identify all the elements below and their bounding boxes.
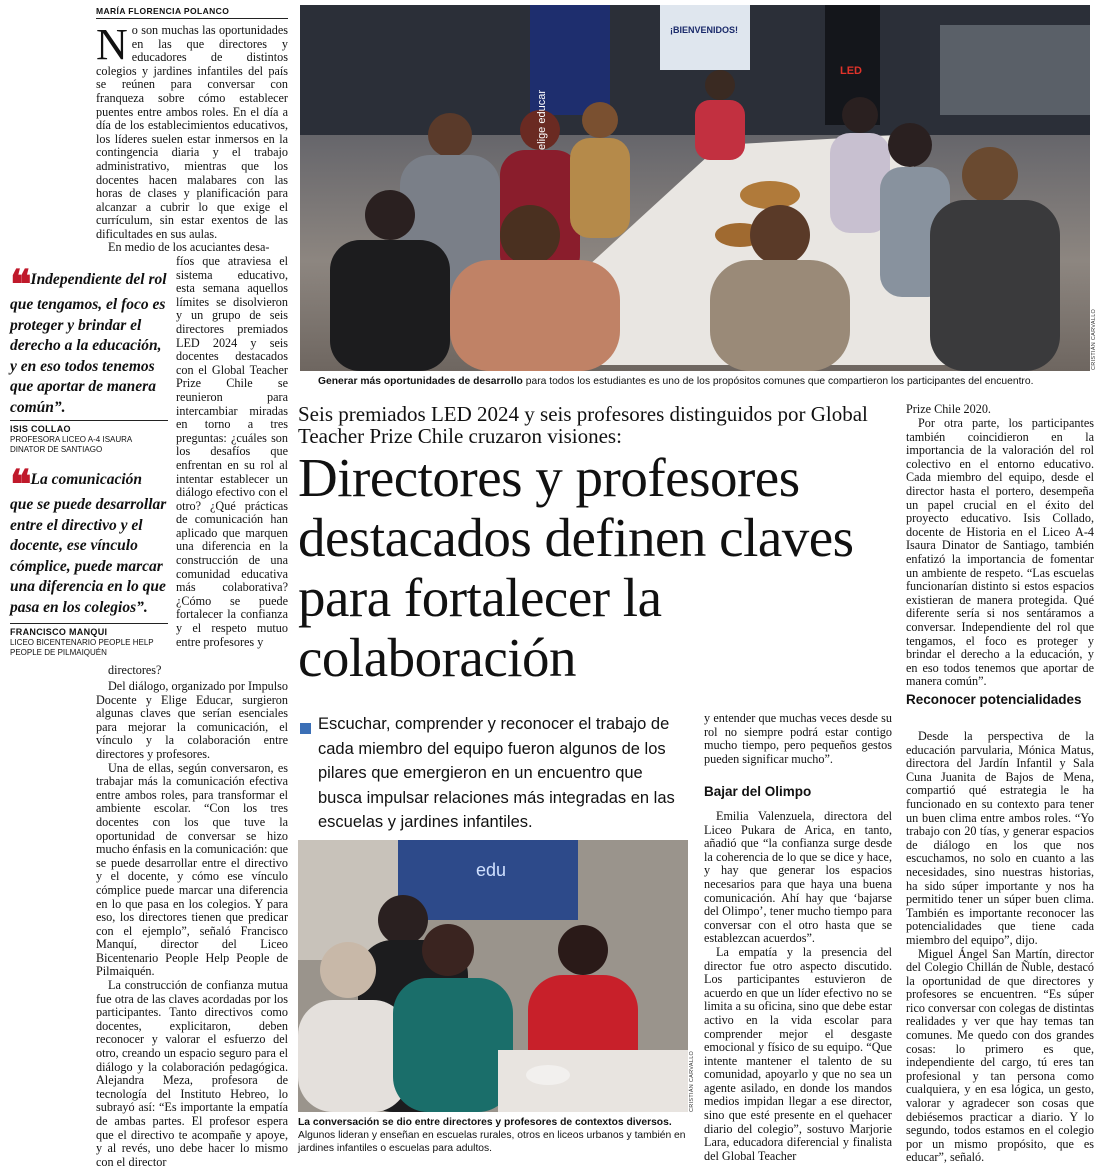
bottom-photo [298,840,688,1112]
bottom-banner-text: edu [476,860,507,880]
top-photo [300,5,1090,371]
paragraph-2-start: En medio de los acuciantes desa- [108,240,270,254]
quote-2-role: LICEO BICENTENARIO PEOPLE HELP PEOPLE DE PILMAIQUÉN [10,638,154,657]
quote-1-name: ISIS COLLAO [10,424,71,434]
pull-quote-1: ❝ Independiente del rol que tengamos, el foco es proteger y brindar el derecho a la educación, y en eso todos tenemos que aportar de manera común”. [10,262,167,416]
paragraph: La empatía y la presencia del director fue otro aspecto discutido. Los participantes estuvieron de acuerdo en que un líder efectivo no se limita a su oficina, sino que debe estar activo en la vida escolar para comprender mejor el desgaste emocional y físico de su equipo. “Que intente mantener el talento de su comunidad, apoyarlo y que no sea un agente asilado, en donde los mandos medios impidan llegar a ese director, sino que esté presente en el quehacer diario del colegio”, sostuvo Marjorie Lara, educadora diferencial y finalista del Global Teacher [704,944,892,1163]
subhead-reconocer-potencialidades: Reconocer potencialidades [906,692,1082,707]
column-3-body [704,810,892,1162]
screen-text: ¡BIENVENIDOS! [670,25,739,35]
quote-1-rule [10,420,168,421]
quote-2-name: FRANCISCO MANQUI [10,627,108,637]
subhead-bajar-del-olimpo: Bajar del Olimpo [704,784,812,799]
paragraph: Una de ellas, según conversaron, es trabajar más la comunicación efectiva entre ambos roles, para transformar el ambiente escolar. “Con los tres docentes con los que tuve la oportunidad de conversar se hizo mucho énfasis en la comunicación: que se puede desarrollar entre el directivo y el docente, y cómo ese vínculo cómplice puede marcar una diferencia en lo que pasa en los colegios. Y para eso, los directores tienen que predicar con el ejemplo”, señaló Francisco Manquí, director del Liceo Bicentenario People Help People de Pilmaiquén. [96,760,288,979]
paragraph-2-wrap: fíos que atraviesa el sistema educativo, esta semana aquellos límites se disolvieron y un grupo de seis directores premiados LED 2024 y seis docentes destacados con el Global Teacher Prize Chile se reunieron para intercambiar miradas en torno a tres preguntas: ¿cuáles son los desafíos que enfrentan en su rol al intentar establecer un diálogo efectivo con el otro? ¿Qué prácticas de comunicación han aplicado que marquen una diferencia en la construcción de una comunidad educativa más colaborativa? ¿Cómo se puede fortalecer la confianza y el respeto mutuo entre profesores y [176,254,288,649]
lede: Escuchar, comprender y reconocer el trabajo de cada miembro del equipo fueron algunos de los pilares que emergieron en un encuentro que busca impulsar relaciones más integradas en las escuelas y jardines infantiles. [318,715,675,831]
column-4-intro: Prize Chile 2020. [906,402,991,416]
paragraph: Del diálogo, organizado por Impulso Docente y Elige Educar, surgieron algunas claves que serían esenciales para mejorar la comunicación, el vínculo y la colaboración entre directores y profesores. [96,679,288,761]
pull-quote-2: ❝ La comunicación que se puede desarrollar entre el directivo y el docente, ese vínculo cómplice, puede marcar una diferencia en lo que pasa en los colegios”. [10,462,167,616]
column-1-body [96,679,288,1169]
bottom-photo-caption: La conversación se dio entre directores y profesores de contextos diversos. Algunos lideran y enseñan en escuelas rurales, otros en liceos urbanos y también en jardines infantiles o escuelas para adultos. [298,1117,686,1154]
byline-rule [96,18,288,19]
quote-mark-icon: ❝ [10,462,27,507]
quote-mark-icon: ❝ [10,262,27,307]
paragraph-2-end: directores? [108,663,162,677]
banner-led-text: LED [840,65,862,77]
bottom-photo-credit: CRISTIÁN CARVALLO [689,1050,695,1112]
quote-2-rule [10,623,168,624]
headline: Directores y profesores destacados definen claves para fortalecer la colaboración [298,447,854,688]
byline: MARÍA FLORENCIA POLANCO [96,6,230,16]
banner-text: elige educar [536,90,548,150]
paragraph: Miguel Ángel San Martín, director del Colegio Chillán de Ñuble, destacó la oportunidad de que directores y profesores se encuentren. “Es súper rico conversar con colegas de distintas realidades y ver que hay temas tan comunes. Me quedo con dos grandes cosas: lo primero es que, independiente del cargo, tú eres tan profesional y tan persona como cualquiera, y en esa lógica, un gesto, valorar y agradecer son cosas que debiésemos practicar a diario. Y lo segundo, todos estamos en el colegio por un mismo propósito, que es educar”, señaló. [906,946,1094,1165]
drop-cap: N [96,20,128,69]
column-3-intro: y entender que muchas veces desde su rol no siempre podrá estar contigo mucho tiempo, pero pequeños gestos pueden significar mucho”. [704,711,892,766]
intro-paragraph [96,20,288,242]
kicker: Seis premiados LED 2024 y seis profesores distinguidos por Global Teacher Prize Chile cruzaron visiones: [298,402,868,448]
quote-1-role: PROFESORA LICEO A-4 ISAURA DINATOR DE SANTIAGO [10,435,132,454]
paragraph: La construcción de confianza mutua fue otra de las claves acordadas por los participantes. Tanto directivos como docentes, explicitaron, deben reconocer y valorar el esfuerzo del otro, creando un espacio seguro para el diálogo y la colaboración pedagógica. Alejandra Meza, profesora de tecnología del Instituto Hebreo, lo subrayó así: “Es importante la empatía de ambas partes. El profesor espera que el directivo te acompañe y apoye, y al revés, uno debe hacer lo mismo con el director [96,978,288,1169]
top-photo-credit: CRISTIÁN CARVALLO [1091,308,1097,370]
top-photo-caption: Generar más oportunidades de desarrollo para todos los estudiantes es uno de los propósitos comunes que compartieron los participantes del encuentro. [318,376,1034,387]
intro-text: o son muchas las oportunidades en las que directores y educadores de distintos colegios y jardines infantiles del país se reúnen para conversar con franqueza sobre cómo establecer puentes entre ambos roles. En el día a día de los establecimientos educativos, los líderes suelen estar inmersos en la contingencia diaria y el trabajo administrativo, mientras que los docentes hacen malabares con las horas de clases y planificación para alcanzar a cubrir lo que exige el currículum, sin estar exentos de las dificultades en sus aulas. [96,23,288,241]
lede-bullet-icon [300,723,311,734]
column-4-p1: Por otra parte, los participantes también coincidieron en la importancia de la valoración del rol colectivo en el entorno educativo. Cada miembro del equipo, desde el director hasta el portero, desempeña un papel crucial en el éxito del proyecto educativo. Isis Collado, docente de Historia en el Liceo A-4 Isaura Dinator de Santiago, también enfatizó la importancia de fomentar un ambiente de respeto. “Las escuelas funcionarían distinto si estos espacios existieran de manera protegida. Qué diferente sería si nos sentáramos a conversar. Independiente del rol que tengamos, el foco es proteger y brindar el derecho a la educación, y en eso todos tenemos que aportar de manera común”. [906,416,1094,689]
paragraph: Emilia Valenzuela, directora del Liceo Pukara de Arica, en tanto, añadió que “la confianza surge desde la coherencia de lo que se dice y hace, y hay que generar los espacios necesarios para que haya una buena comunicación. Ahí hay que ‘bajarse del Olimpo’, tener mucho tiempo para conversar con el otro hasta que se establezcan acuerdos”. [704,809,892,946]
paragraph: Desde la perspectiva de la educación parvularia, Mónica Matus, directora del Jardín Infantil y Sala Cuna Juanita de Bajos de Mena, compartió qué estrategia le ha funcionado en su contexto para tener un buen clima entre ambos roles. “Yo trabajo con 20 tías, y generar espacios de diálogo en los que nos escuchamos, no solo en cuanto a las necesidades, sino nuestras historias, ha sido súper importante y nos ha permitido tener un súper buen clima. También es importante reconocer las potencialidades que tiene cada miembro del equipo”, dijo. [906,729,1094,947]
meeting-scene-image [300,5,1090,371]
column-4-body [906,729,1094,1165]
